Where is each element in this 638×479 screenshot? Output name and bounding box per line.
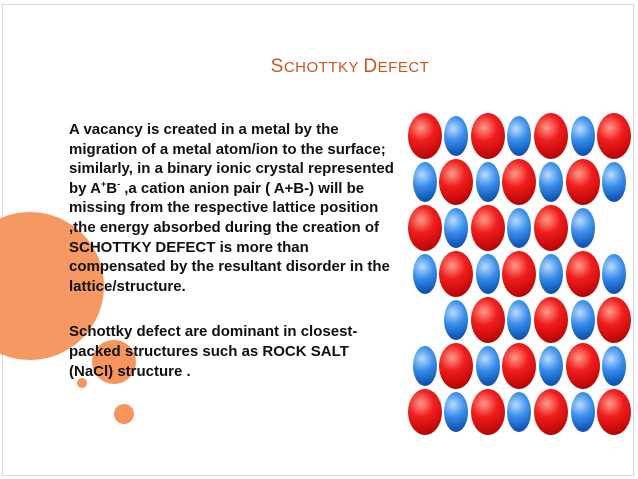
cation-atom <box>471 113 505 159</box>
cation-atom <box>566 159 600 205</box>
anion-atom <box>539 162 563 202</box>
cation-atom <box>534 297 568 343</box>
cation-atom <box>597 297 631 343</box>
cation-atom <box>534 113 568 159</box>
cation-atom <box>471 205 505 251</box>
anion-atom <box>507 116 531 156</box>
cation-atom <box>566 343 600 389</box>
cation-atom <box>408 113 442 159</box>
anion-atom <box>539 254 563 294</box>
cation-atom <box>439 343 473 389</box>
paragraph-dominance-note: Schottky defect are dominant in closest-packed structures such as ROCK SALT (NaCl) structure . <box>69 323 358 380</box>
paragraph-vacancy-description: A vacancy is created in a metal by the migration of a metal atom/ion to the surface; similarly, in a binary ionic crystal represented by A+B- ,a cation anion pair ( A+B-) will be missing from the respective lattice position ,the energy absorbed during the creation of SCHOTTKY DEFECT is more than compensated by the resultant disorder in the lattice/structure. <box>69 121 394 295</box>
anion-atom <box>571 116 595 156</box>
cation-atom <box>597 389 631 435</box>
decorative-circle-small <box>114 404 134 424</box>
anion-atom <box>444 208 468 248</box>
slide-title: SCHOTTKY DEFECT <box>270 56 430 77</box>
anion-atom <box>507 392 531 432</box>
cation-atom <box>566 251 600 297</box>
cation-atom <box>534 389 568 435</box>
cation-atom <box>408 205 442 251</box>
cation-atom <box>597 113 631 159</box>
anion-atom <box>413 346 437 386</box>
cation-atom <box>471 389 505 435</box>
anion-atom <box>571 392 595 432</box>
anion-atom <box>602 346 626 386</box>
anion-atom <box>476 254 500 294</box>
anion-atom <box>476 346 500 386</box>
cation-atom <box>502 159 536 205</box>
cation-atom <box>471 297 505 343</box>
anion-atom <box>413 254 437 294</box>
anion-atom <box>413 162 437 202</box>
cation-atom <box>502 251 536 297</box>
cation-atom <box>534 205 568 251</box>
anion-atom <box>602 162 626 202</box>
slide-body <box>69 120 397 381</box>
anion-atom <box>571 300 595 340</box>
anion-atom <box>444 300 468 340</box>
anion-atom <box>539 346 563 386</box>
anion-atom <box>507 208 531 248</box>
anion-atom <box>602 254 626 294</box>
anion-atom <box>444 392 468 432</box>
cation-atom <box>408 389 442 435</box>
anion-atom <box>507 300 531 340</box>
cation-atom <box>502 343 536 389</box>
anion-atom <box>444 116 468 156</box>
anion-atom <box>476 162 500 202</box>
cation-atom <box>439 159 473 205</box>
schottky-lattice-diagram <box>407 112 632 430</box>
anion-atom <box>571 208 595 248</box>
cation-atom <box>439 251 473 297</box>
